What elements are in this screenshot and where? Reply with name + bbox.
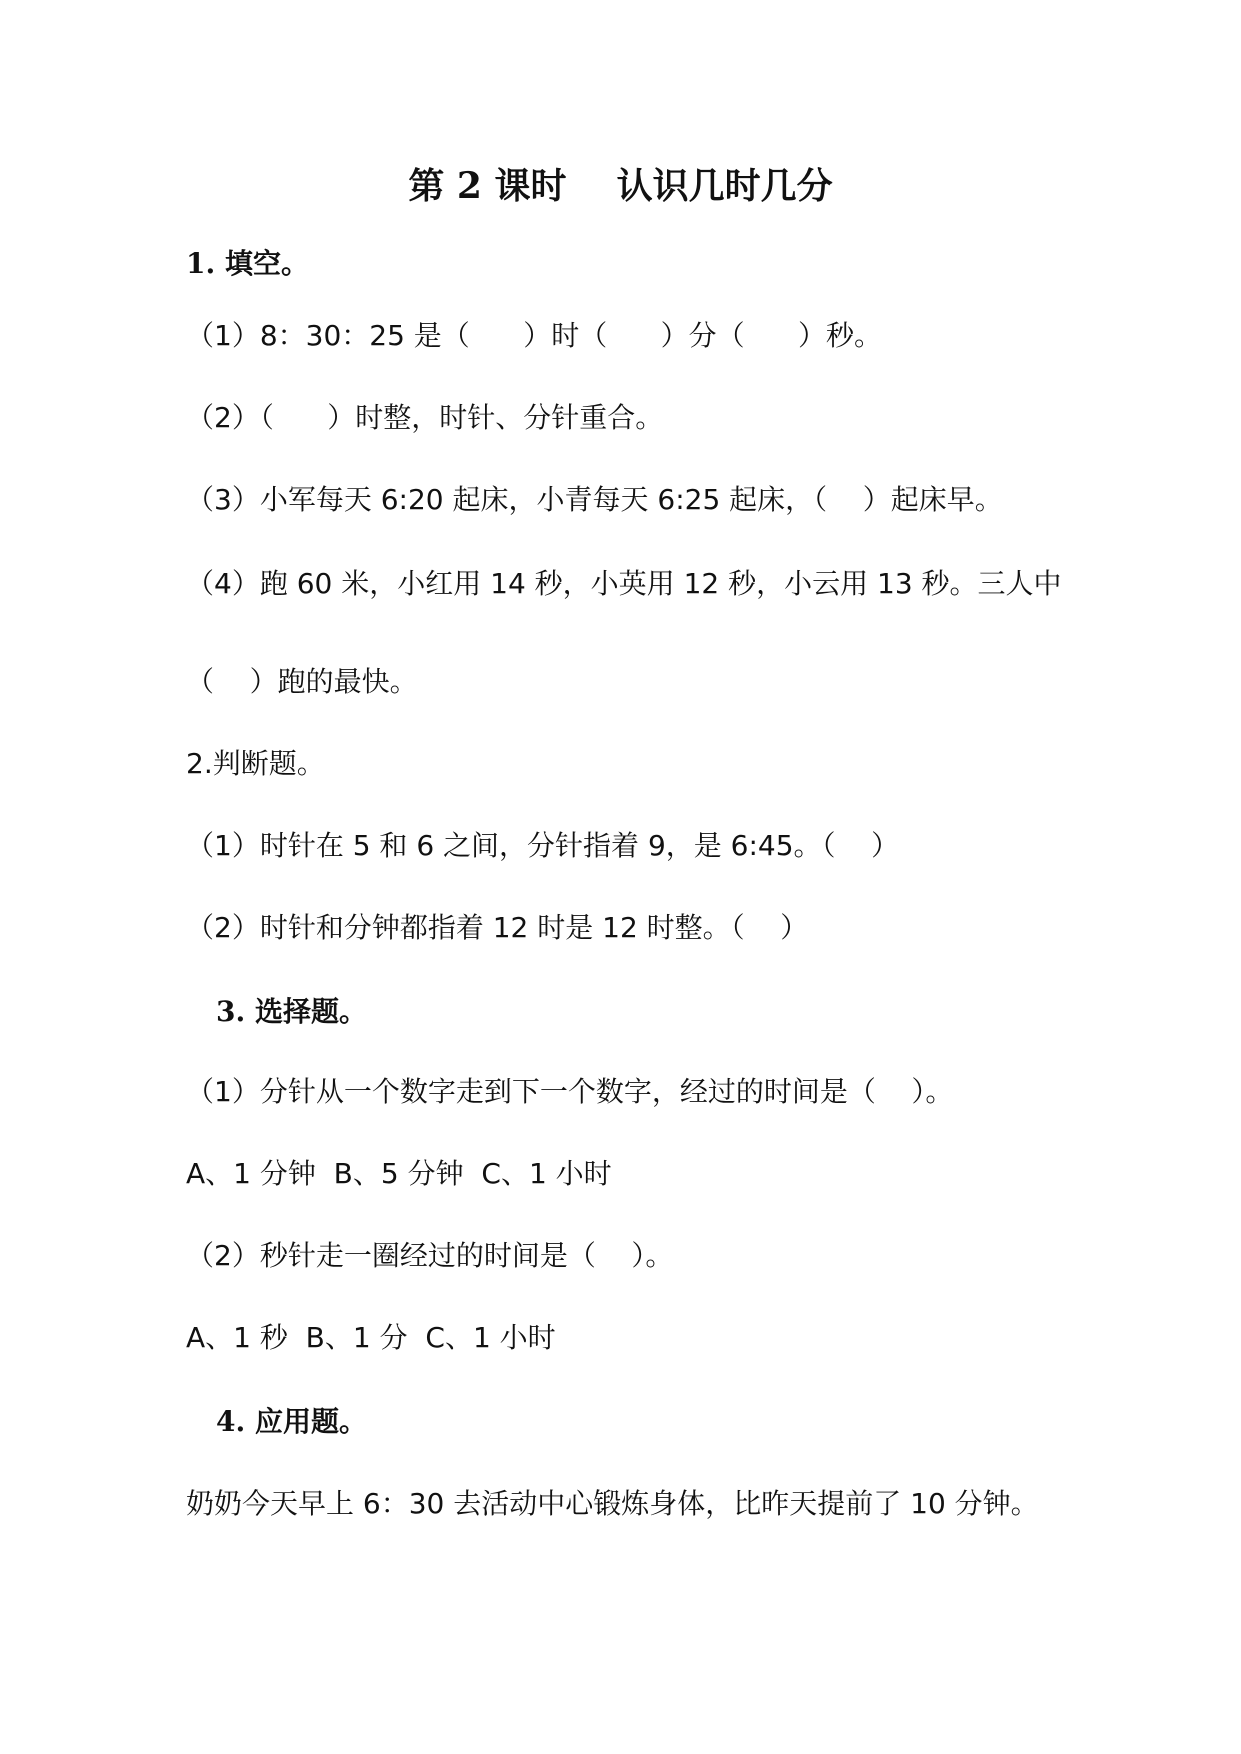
application-question: 奶奶今天早上 6：30 去活动中心锻炼身体，比昨天提前了 10 分钟。 [186, 1487, 1039, 1520]
fill-question-1: （1）8：30：25 是（ ）时（ ）分（ ）秒。 [186, 319, 882, 352]
section1-heading: 1. 填空。 [186, 247, 309, 280]
choice-question-1: （1）分针从一个数字走到下一个数字，经过的时间是（ ）。 [186, 1075, 954, 1108]
judge-question-1: （1）时针在 5 和 6 之间，分针指着 9，是 6:45。（ ） [186, 829, 900, 862]
judge-question-2: （2）时针和分钟都指着 12 时是 12 时整。（ ） [186, 911, 809, 944]
page-title: 第 2 课时 认识几时几分 [408, 165, 833, 207]
choice-question-2-options: A、1 秒 B、1 分 C、1 小时 [186, 1321, 556, 1354]
choice-question-1-options: A、1 分钟 B、5 分钟 C、1 小时 [186, 1157, 612, 1190]
choice-question-2: （2）秒针走一圈经过的时间是（ ）。 [186, 1239, 674, 1272]
section2-heading: 2.判断题。 [186, 747, 325, 780]
section4-heading: 4. 应用题。 [216, 1405, 367, 1438]
section3-heading: 3. 选择题。 [216, 995, 367, 1028]
fill-question-3: （3）小军每天 6:20 起床，小青每天 6:25 起床，（ ）起床早。 [186, 483, 1003, 516]
fill-question-4-line2: （ ）跑的最快。 [186, 665, 418, 698]
fill-question-2: （2）（ ）时整，时针、分针重合。 [186, 401, 664, 434]
fill-question-4-line1: （4）跑 60 米，小红用 14 秒，小英用 12 秒，小云用 13 秒。三人中 [186, 567, 1062, 600]
